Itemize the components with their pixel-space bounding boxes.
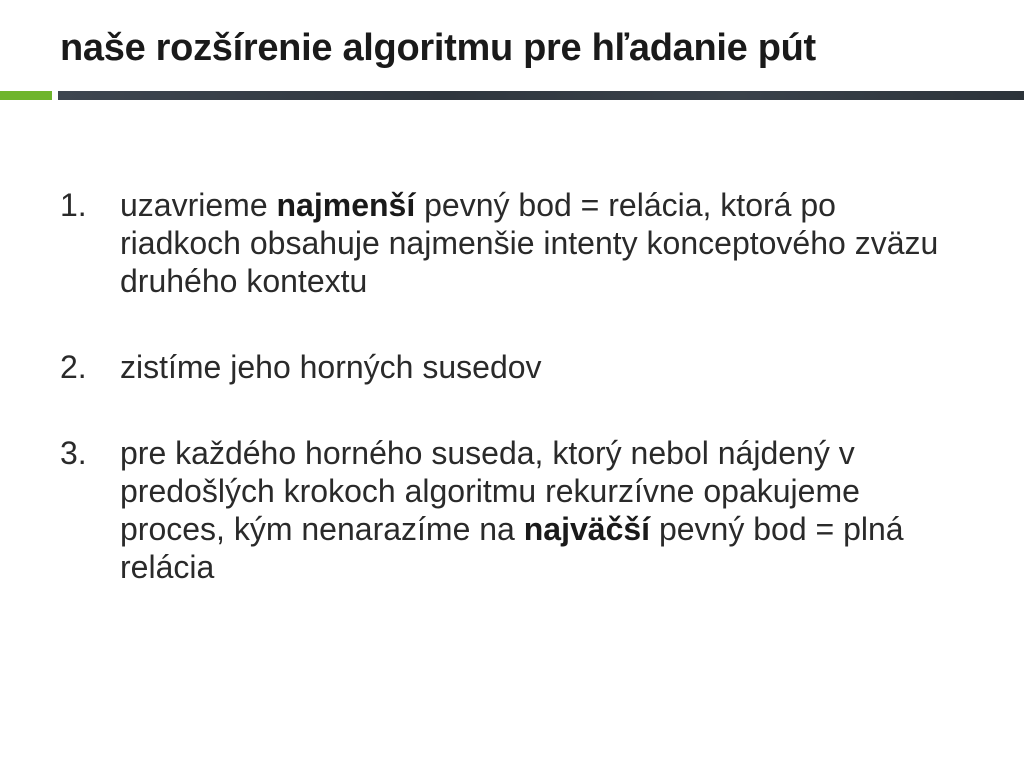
list-item-emphasis: najväčší bbox=[523, 511, 651, 547]
list-item-text: zistíme jeho horných susedov bbox=[120, 349, 542, 385]
list-item-text-end: pevný bod = plná relácia bbox=[120, 511, 904, 585]
list-item-number: 2. bbox=[60, 349, 87, 385]
list-item-number: 3. bbox=[60, 435, 87, 471]
list-item bbox=[60, 348, 960, 386]
title-accent-bar bbox=[0, 91, 52, 100]
list-item-emphasis: najmenší bbox=[276, 187, 416, 223]
numbered-list bbox=[60, 186, 960, 634]
list-item bbox=[60, 434, 960, 586]
list-item-text-start: pre každého horného suseda, ktorý nebol nájdený v predošlých krokoch algoritmu rekurzívne opakujeme proces, kým nenarazíme na bbox=[120, 435, 860, 547]
list-item bbox=[60, 186, 960, 300]
slide-title: naše rozšírenie algoritmu pre hľadanie pút bbox=[60, 27, 816, 69]
list-item-number: 1. bbox=[60, 187, 87, 223]
list-item-text-end: pevný bod = relácia, ktorá po riadkoch obsahuje najmenšie intenty konceptového zväzu druhého kontextu bbox=[120, 187, 939, 299]
title-underline-bar bbox=[58, 91, 1024, 100]
list-item-text-start: uzavrieme bbox=[120, 187, 277, 223]
